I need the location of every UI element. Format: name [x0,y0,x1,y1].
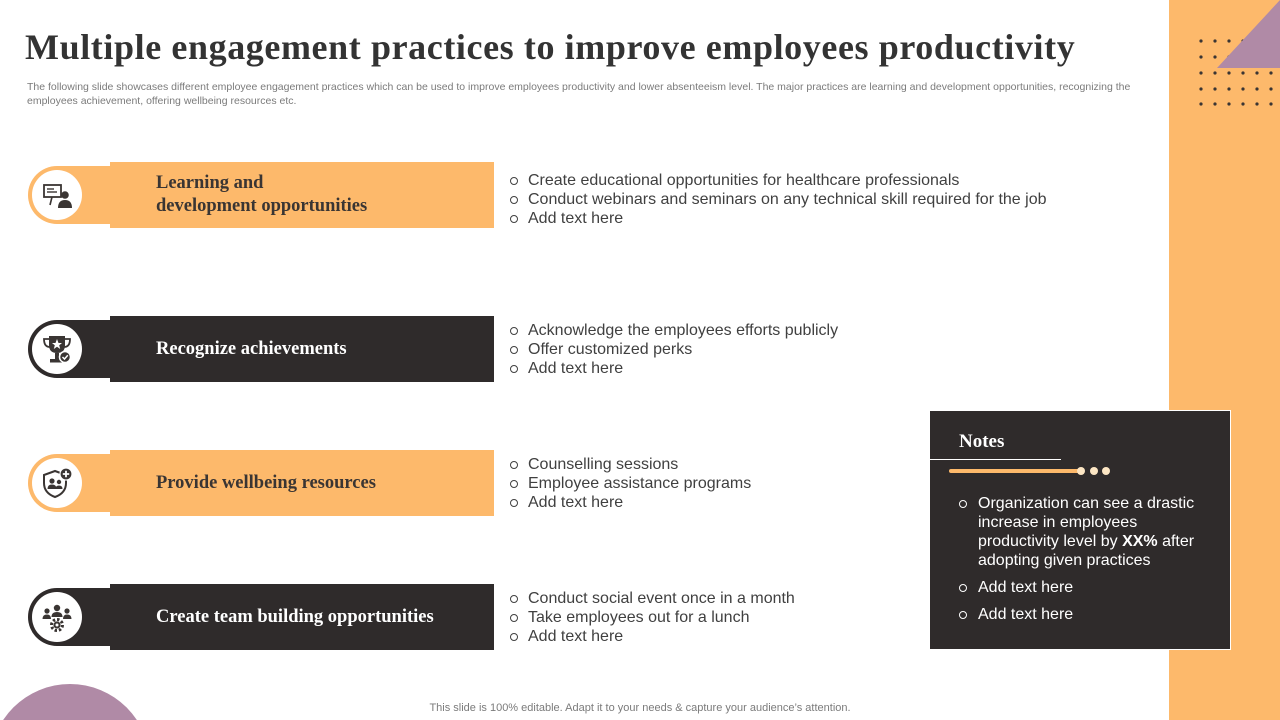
icon-tab [28,454,110,512]
notes-accent-bar [949,469,1079,473]
list-item: Conduct social event once in a month [509,589,795,608]
practice-row-wellbeing [28,450,494,516]
icon-tab [28,588,110,646]
footer-note: This slide is 100% editable. Adapt it to your needs & capture your audience’s attention. [429,702,851,714]
practice-bullets-learning [509,171,1047,228]
notes-dot [1077,467,1085,475]
icon-circle [32,458,82,508]
notes-dot [1090,467,1098,475]
icon-circle [32,592,82,642]
list-item: Add text here [509,209,1047,228]
page-subtitle: The following slide showcases different employee engagement practices which can be used to improve employees productivity and lower absenteeism level. The major practices are learning and development opportunities, recognizing the employees achievement, offering wellbeing resources etc. [27,81,1131,107]
shield-people-icon [40,466,74,500]
practice-bullets-wellbeing [509,455,751,512]
notes-item: Add text here [957,605,1207,624]
practice-bullets-team-building [509,589,795,646]
team-gear-icon [40,600,74,634]
practice-bullets-recognize [509,321,838,378]
corner-triangle-decoration [1217,0,1280,68]
notes-item: Add text here [957,578,1207,597]
practice-label: Create team building opportunities [110,584,494,650]
icon-tab [28,320,110,378]
list-item: Employee assistance programs [509,474,751,493]
notes-item: Organization can see a drastic increase in employees productivity level by XX% after adopting given practices [957,494,1207,570]
list-item: Add text here [509,627,795,646]
list-item: Add text here [509,493,751,512]
practice-label: Learning and development opportunities [110,162,494,228]
page-title: Multiple engagement practices to improve employees productivity [25,27,1076,67]
notes-list [957,494,1207,632]
practice-row-learning [28,162,494,228]
practice-label: Recognize achievements [110,316,494,382]
list-item: Take employees out for a lunch [509,608,795,627]
icon-circle [32,170,82,220]
list-item: Offer customized perks [509,340,838,359]
list-item: Add text here [509,359,838,378]
list-item: Counselling sessions [509,455,751,474]
list-item: Conduct webinars and seminars on any technical skill required for the job [509,190,1047,209]
notes-divider [930,459,1061,460]
icon-tab [28,166,110,224]
notes-title: Notes [959,431,1005,452]
notes-panel [929,410,1231,650]
practice-label: Provide wellbeing resources [110,450,494,516]
notes-dot [1102,467,1110,475]
practice-row-team-building [28,584,494,650]
list-item: Create educational opportunities for healthcare professionals [509,171,1047,190]
trophy-icon [40,332,74,366]
icon-circle [32,324,82,374]
list-item: Acknowledge the employees efforts publicly [509,321,838,340]
presentation-icon [40,178,74,212]
practice-row-recognize [28,316,494,382]
